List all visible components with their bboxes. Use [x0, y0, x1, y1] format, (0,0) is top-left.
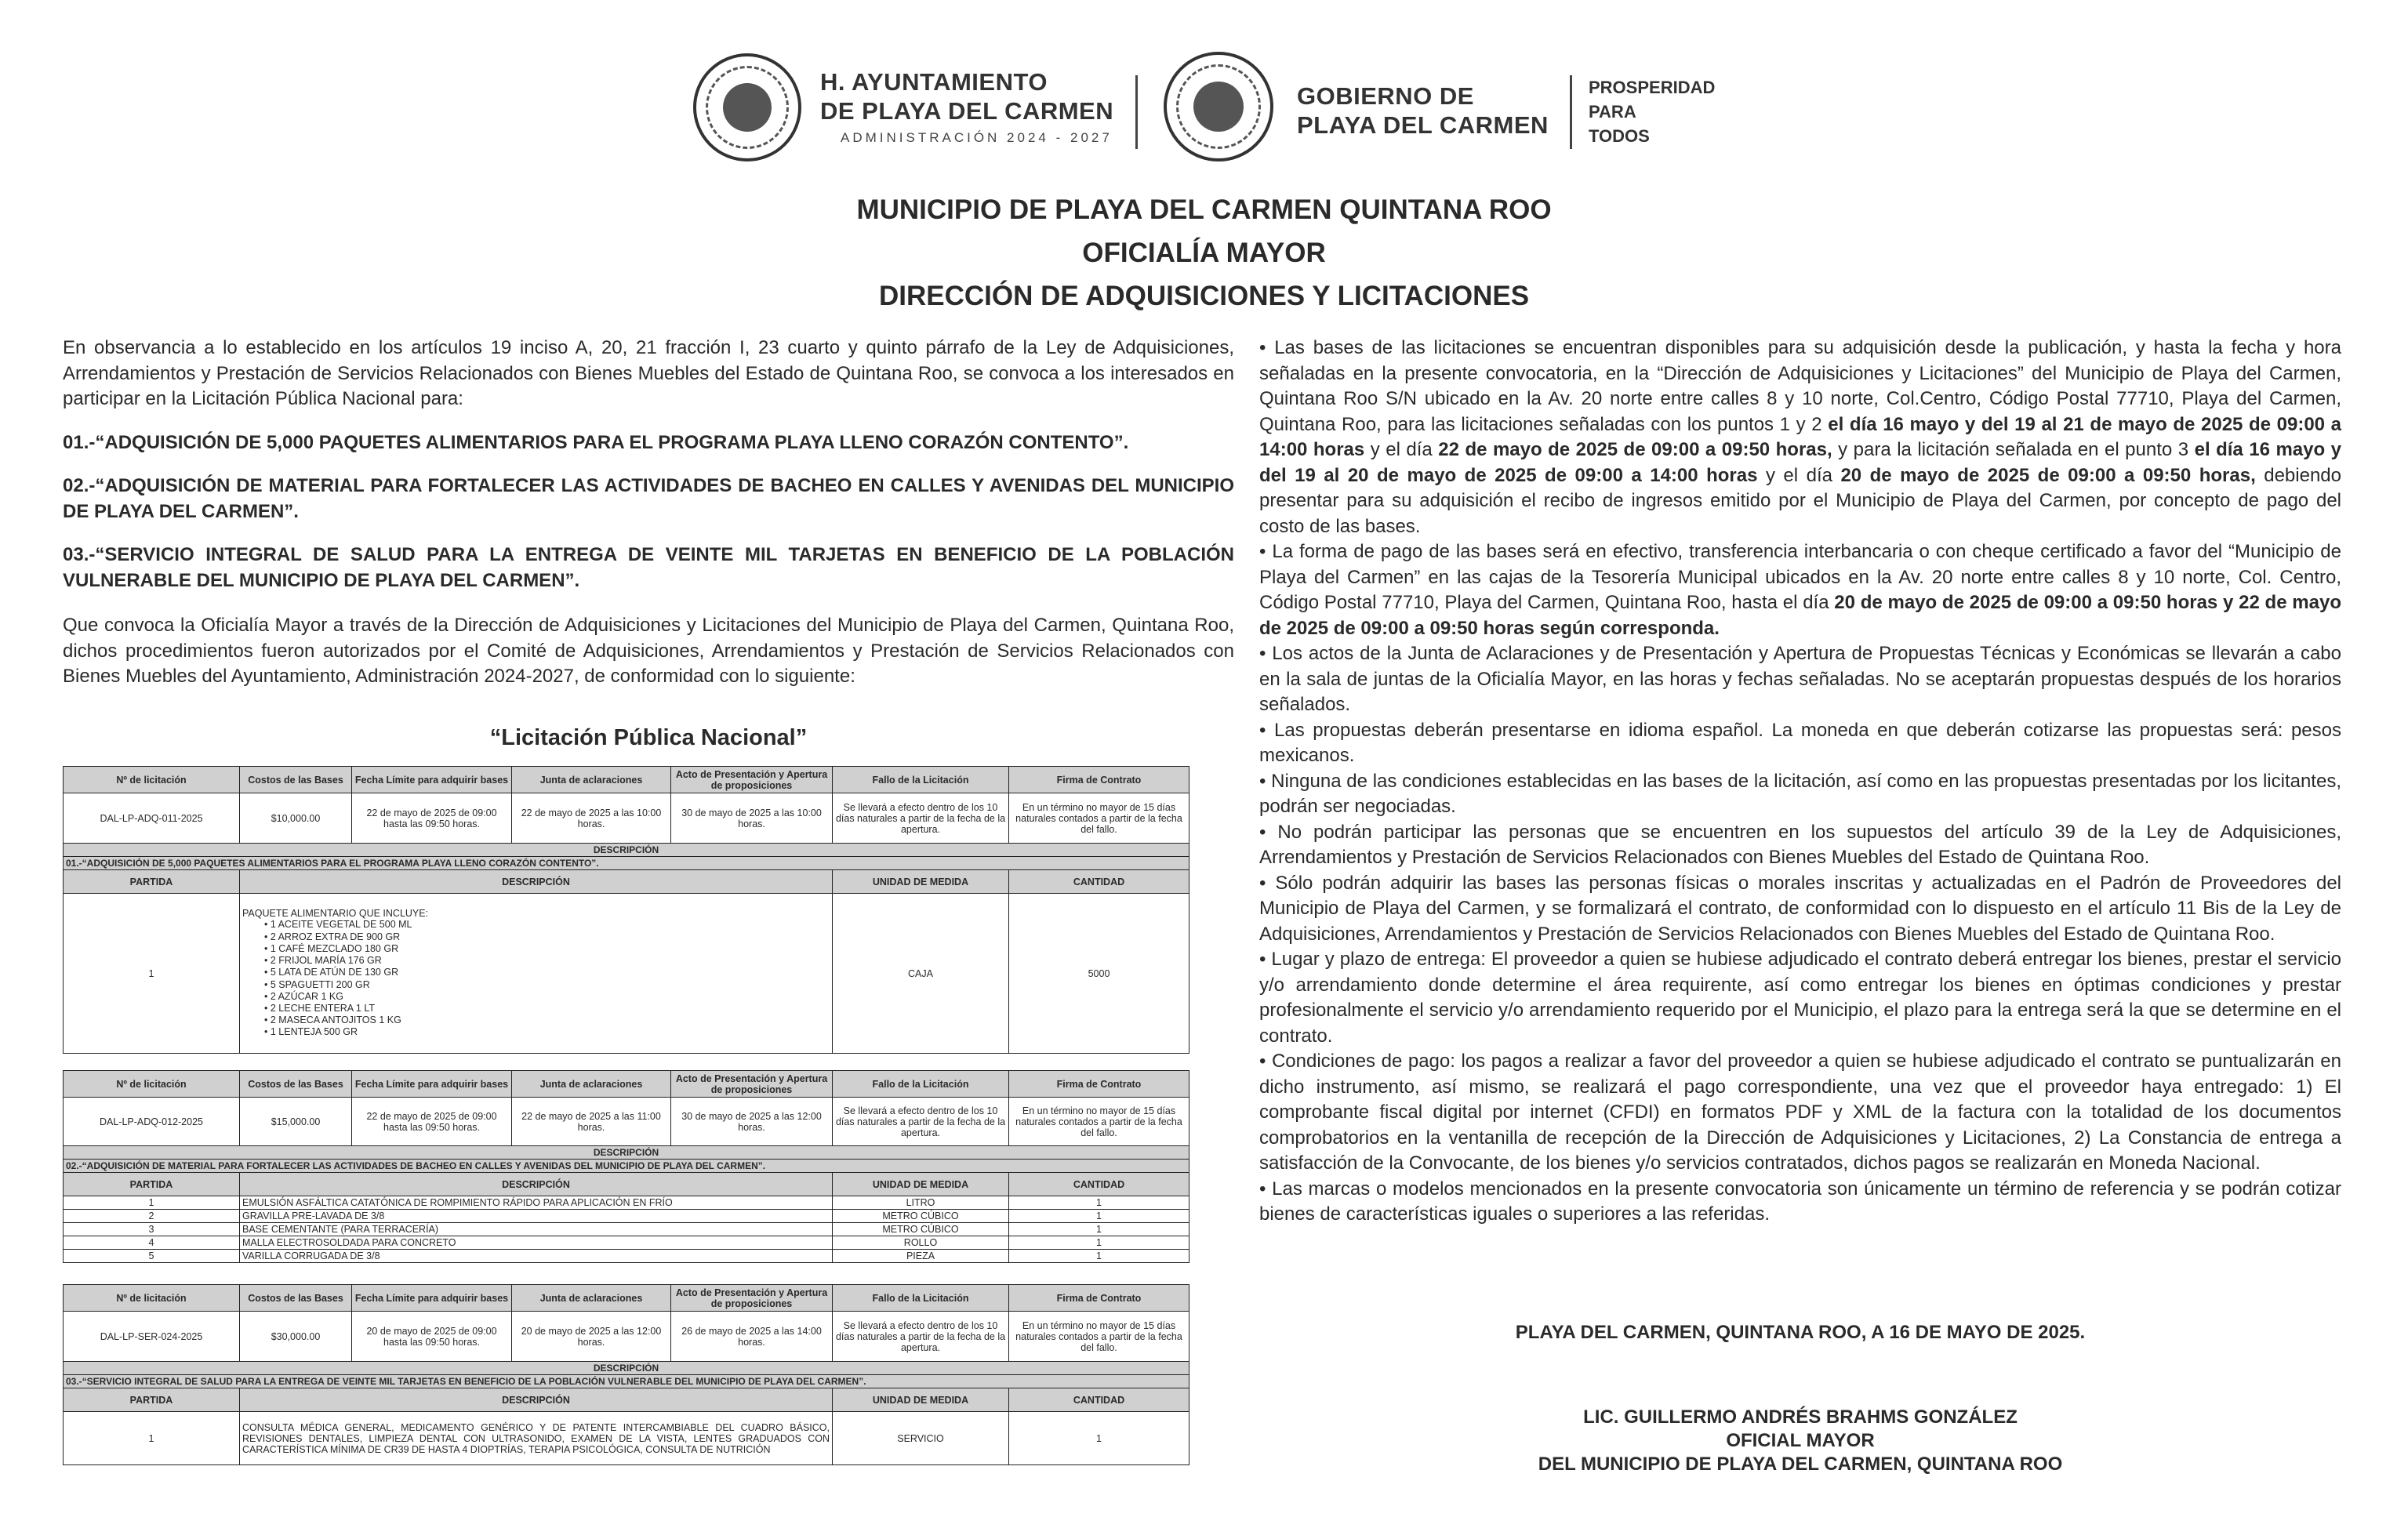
signer-dependency: DEL MUNICIPIO DE PLAYA DEL CARMEN, QUINTANA ROO: [1538, 1454, 2063, 1475]
bullet-bases: • Las bases de las licitaciones se encuentran disponibles para su adquisición desde la publicación, y hasta la fecha y hora señaladas en la presente convocatoria, en la “Dirección de Adquisiciones y Licitaciones” del Municipio de Playa del Carmen, Quintana Roo S/N ubicado en la Av. 20 norte entre calles 8 y 10 norte, Col.Centro, Código Postal 77710, Playa del Carmen, Quintana Roo, para las licitaciones señaladas con los puntos 1 y 2 el día 16 mayo y del 19 al 21 de mayo de 2025 de 09:00 a 14:00 horas y el día 22 de mayo de 2025 de 09:00 a 09:50 horas, y para la licitación señalada en el punto 3 el día 16 mayo y del 19 al 20 de mayo de 2025 de 09:00 a 14:00 horas y el día 20 de mayo de 2025 de 09:00 a 09:50 horas, debiendo presentar para su adquisición el recibo de ingresos emitido por el Municipio de Playa del Carmen, por concepto de pago del costo de las bases.: [1259, 337, 2342, 537]
ayuntamiento-name: H. AYUNTAMIENTO DE PLAYA DEL CARMEN: [820, 68, 1114, 125]
header-fecha: Fecha Límite para adquirir bases: [352, 767, 512, 793]
bullet-condiciones-pago: • Condiciones de pago: los pagos a realizar a favor del proveedor a quien se hubiese adjudicado el contrato se puntualizarán en dicho instrumento, así mismo, se realizará el pago correspondiente, una vez que el proveedor haya entregado: 1) El comprobante fiscal digital por internet (CFDI) en formatos PDF y XML de la factura con la totalidad de los documentos comprobatorios en la ventanilla de recepción de la Dirección de Adquisiciones y Licitaciones, 2) La Constancia de entrega a satisfacción de la Convocante, de los bienes y/o servicios contratados, dichos pagos se realizarán en Moneda Nacional.: [1259, 1051, 2341, 1174]
description-label: DESCRIPCIÓN: [64, 844, 1189, 857]
header-costo: Costos de las Bases: [240, 767, 352, 793]
ayuntamiento-seal-icon: [693, 53, 801, 162]
header-junta: Junta de aclaraciones: [512, 767, 671, 793]
header: [0, 45, 2408, 163]
document-titles: [0, 188, 2408, 318]
licitacion-table-3: Nº de licitación Costos de las Bases Fecha Límite para adquirir bases Junta de aclaraciones Acto de Presentación y Apertura de proposiciones Fallo de la Licitación Firma de Contrato DAL-LP-SER-024-2025 $30,000.00 20 de mayo de 2025 de 09:00 hasta las 09:50 horas. 20 de mayo de 2025 a las 12:00 horas. 26 de mayo de 2025 a las 14:00 horas. Se llevará a efecto dentro de los 10 días naturales a partir de la fecha de la apertura. En un término no mayor de 15 días naturales contados a partir de la fecha del fallo. DESCRIPCIÓN 03.-“SERVICIO INTEGRAL DE SALUD PARA LA ENTREGA DE VEINTE MIL TARJETAS EN BENEFICIO DE LA POBLACIÓN VULNERABLE DEL MUNICIPIO DE PLAYA DEL CARMEN”. PARTIDA DESCRIPCIÓN UNIDAD DE MEDIDA CANTIDAD 1 CONSULTA MÉDICA GENERAL, MEDICAMENTO GENÉRICO Y DE PATENTE INTERCAMBIABLE DEL CUADRO BÁSICO, REVISIONES DENTALES, LIMPIEZA DENTAL CON ULTRASONIDO, EXAMEN DE LA VISTA, LENTES GRADUADOS CON CARACTERÍSTICA MÍNIMA DE CR39 DE HASTA 4 DIOPTRÍAS, TERAPIA PSICOLÓGICA, CONSULTA DE NUTRICIÓN SERVICIO 1: [63, 1284, 1189, 1465]
licitacion-title: 01.-“ADQUISICIÓN DE 5,000 PAQUETES ALIMENTARIOS PARA EL PROGRAMA PLAYA LLENO CORAZÓN CONTENTO”.: [64, 857, 1189, 870]
convoca-paragraph: Que convoca la Oficialía Mayor a través de la Dirección de Adquisiciones y Licitaciones del Municipio de Playa del Carmen, Quintana Roo, dichos procedimientos fueron autorizados por el Comité de Adquisiciones, Arrendamientos y Prestación de Servicios Relacionados con Bienes Muebles del Ayuntamiento, Administración 2024-2027, de conformidad con lo siguiente:: [63, 615, 1234, 687]
bullet-padron: • Sólo podrán adquirir las bases las personas físicas o morales inscritas y actualizadas en el Padrón de Proveedores del Municipio de Playa del Carmen, y se formalizará el contrato, de conformidad con lo dispuesto en el artículo 11 Bis de la Ley de Adquisiciones, Arrendamientos y Prestación de Servicios Relacionados con Bienes Muebles del Estado de Quintana Roo.: [1259, 872, 2341, 945]
item-3: 03.-“SERVICIO INTEGRAL DE SALUD PARA LA ENTREGA DE VEINTE MIL TARJETAS EN BENEFICIO DE LA POBLACIÓN VULNERABLE DEL MUNICIPIO DE PLAYA DEL CARMEN”.: [63, 544, 1234, 591]
signer-title: OFICIAL MAYOR: [1726, 1430, 1875, 1451]
gobierno-name: GOBIERNO DE PLAYA DEL CARMEN: [1297, 82, 1549, 139]
signer-name: LIC. GUILLERMO ANDRÉS BRAHMS GONZÁLEZ: [1583, 1406, 2018, 1428]
header-fallo: Fallo de la Licitación: [833, 767, 1009, 793]
item-1: 01.-“ADQUISICIÓN DE 5,000 PAQUETES ALIMENTARIOS PARA EL PROGRAMA PLAYA LLENO CORAZÓN CONTENTO”.: [63, 431, 1129, 453]
table-row: DAL-LP-SER-024-2025 $30,000.00 20 de mayo de 2025 de 09:00 hasta las 09:50 horas. 20 de mayo de 2025 a las 12:00 horas. 26 de mayo de 2025 a las 14:00 horas. Se llevará a efecto dentro de los 10 días naturales a partir de la fecha de la apertura. En un término no mayor de 15 días naturales contados a partir de la fecha del fallo.: [64, 1312, 1189, 1362]
table-row: 4 MALLA ELECTROSOLDADA PARA CONCRETO ROLLO 1: [64, 1236, 1189, 1250]
place-date: PLAYA DEL CARMEN, QUINTANA ROO, A 16 DE MAYO DE 2025.: [1515, 1322, 2086, 1343]
table-row: 1 CONSULTA MÉDICA GENERAL, MEDICAMENTO GENÉRICO Y DE PATENTE INTERCAMBIABLE DEL CUADRO BÁSICO, REVISIONES DENTALES, LIMPIEZA DENTAL CON ULTRASONIDO, EXAMEN DE LA VISTA, LENTES GRADUADOS CON CARACTERÍSTICA MÍNIMA DE CR39 DE HASTA 4 DIOPTRÍAS, TERAPIA PSICOLÓGICA, CONSULTA DE NUTRICIÓN SERVICIO 1: [64, 1412, 1189, 1465]
paquete-items: • 1 ACEITE VEGETAL DE 500 ML • 2 ARROZ EXTRA DE 900 GR • 1 CAFÉ MEZCLADO 180 GR • 2 FRIJOL MARÍA 176 GR • 5 LATA DE ATÚN DE 130 GR • 5 SPAGUETTI 200 GR • 2 AZÚCAR 1 KG • 2 LECHE ENTERA 1 LT • 2 MASECA ANTOJITOS 1 KG • 1 LENTEJA 500 GR: [242, 919, 830, 1038]
signature-block: [1259, 1406, 2341, 1476]
bullet-actos: • Los actos de la Junta de Aclaraciones y de Presentación y Apertura de Propuestas Técnicas y Económicas se llevarán a cabo en la sala de juntas de la Oficialía Mayor, en las horas y fechas señaladas. No se aceptarán propuestas después de los horarios señalados.: [1259, 643, 2341, 715]
table-row: 5 VARILLA CORRUGADA DE 3/8 PIEZA 1: [64, 1250, 1189, 1263]
table-row: 1 PAQUETE ALIMENTARIO QUE INCLUYE: • 1 ACEITE VEGETAL DE 500 ML • 2 ARROZ EXTRA DE 900 GR • 1 CAFÉ MEZCLADO 180 GR • 2 FRIJOL MARÍA 176 GR • 5 LATA DE ATÚN DE 130 GR • 5 SPAGUETTI 200 GR • 2 AZÚCAR 1 KG • 2 LECHE ENTERA 1 LT • 2 MASECA ANTOJITOS 1 KG • 1 LENTEJA 500 GR CAJA 5000: [64, 894, 1189, 1054]
bullet-condiciones: • Ninguna de las condiciones establecidas en las bases de la licitación, así como en las propuestas presentadas por los licitantes, podrán ser negociadas.: [1259, 770, 2341, 817]
table-row: 3 BASE CEMENTANTE (PARA TERRACERÍA) METRO CÚBICO 1: [64, 1223, 1189, 1236]
licitacion-title: 02.-“ADQUISICIÓN DE MATERIAL PARA FORTALECER LAS ACTIVIDADES DE BACHEO EN CALLES Y AVENIDAS DEL MUNICIPIO DE PLAYA DEL CARMEN”.: [64, 1160, 1189, 1173]
table-row: 2 GRAVILLA PRE-LAVADA DE 3/8 METRO CÚBICO 1: [64, 1210, 1189, 1223]
intro-paragraph: En observancia a lo establecido en los artículos 19 inciso A, 20, 21 fracción I, 23 cuarto y quinto párrafo de la Ley de Adquisiciones, Arrendamientos y Prestación de Servicios Relacionados con Bienes Muebles del Estado de Quintana Roo, se convoca a los interesados en participar en la Licitación Pública Nacional para:: [63, 337, 1234, 409]
header-firma: Firma de Contrato: [1009, 767, 1189, 793]
bullet-marcas: • Las marcas o modelos mencionados en la presente convocatoria son únicamente un término de referencia y se podrán cotizar bienes de características iguales o superiores a las referidas.: [1259, 1178, 2341, 1225]
title-municipio: MUNICIPIO DE PLAYA DEL CARMEN QUINTANA ROO: [856, 194, 1552, 225]
item-2: 02.-“ADQUISICIÓN DE MATERIAL PARA FORTALECER LAS ACTIVIDADES DE BACHEO EN CALLES Y AVENIDAS DEL MUNICIPIO DE PLAYA DEL CARMEN”.: [63, 475, 1234, 522]
bullet-no-participar: • No podrán participar las personas que se encuentren en los supuestos del artículo 39 de la Ley de Adquisiciones, Arrendamientos y Prestación de Servicios Relacionados con Bienes Muebles del Estado de Quintana Roo.: [1259, 821, 2341, 868]
lema: PROSPERIDAD PARA TODOS: [1589, 78, 1716, 146]
gobierno-seal-icon: [1164, 52, 1273, 162]
title-direccion: DIRECCIÓN DE ADQUISICIONES Y LICITACIONES: [878, 281, 1530, 311]
bullet-entrega: • Lugar y plazo de entrega: El proveedor a quien se hubiese adjudicado el contrato deberá entregar los bienes, prestar el servicio y/o arrendamiento donde determine el área requirente, así como entregar los bienes en óptimas condiciones y prestar profesionalmente el servicio y/o arrendamiento requerido por el Municipio, el plazo para la entrega será la que se determine en el contrato.: [1259, 949, 2341, 1047]
header-acto: Acto de Presentación y Apertura de proposiciones: [671, 767, 833, 793]
bullet-pago-bases: • La forma de pago de las bases será en efectivo, transferencia interbancaria o con cheque certificado a favor del “Municipio de Playa del Carmen” en las cajas de la Tesorería Municipal ubicados en la Av. 20 norte entre calles 8 y 10 norte, Col. Centro, Código Postal 77710, Playa del Carmen, Quintana Roo, hasta el día 20 de mayo de 2025 de 09:00 a 09:50 horas y 22 de mayo de 2025 de 09:00 a 09:50 horas según corresponda.: [1259, 541, 2341, 639]
title-oficialia: OFICIALÍA MAYOR: [1082, 238, 1326, 268]
left-column: [63, 336, 1234, 690]
table-row: 1 EMULSIÓN ASFÁLTICA CATATÓNICA DE ROMPIMIENTO RÁPIDO PARA APLICACIÓN EN FRÍO LITRO 1: [64, 1196, 1189, 1210]
administracion-label: ADMINISTRACIÓN 2024 - 2027: [841, 130, 1113, 145]
header-divider: [1135, 75, 1138, 149]
table-row: DAL-LP-ADQ-011-2025 $10,000.00 22 de mayo de 2025 de 09:00 hasta las 09:50 horas. 22 de mayo de 2025 a las 10:00 horas. 30 de mayo de 2025 a las 10:00 horas. Se llevará a efecto dentro de los 10 días naturales a partir de la fecha de la apertura. En un término no mayor de 15 días naturales contados a partir de la fecha del fallo.: [64, 793, 1189, 844]
licitacion-title: 03.-“SERVICIO INTEGRAL DE SALUD PARA LA ENTREGA DE VEINTE MIL TARJETAS EN BENEFICIO DE LA POBLACIÓN VULNERABLE DEL MUNICIPIO DE PLAYA DEL CARMEN”.: [64, 1375, 1189, 1388]
table-row: DAL-LP-ADQ-012-2025 $15,000.00 22 de mayo de 2025 de 09:00 hasta las 09:50 horas. 22 de mayo de 2025 a las 11:00 horas. 30 de mayo de 2025 a las 12:00 horas. Se llevará a efecto dentro de los 10 días naturales a partir de la fecha de la apertura. En un término no mayor de 15 días naturales contados a partir de la fecha del fallo.: [64, 1098, 1189, 1146]
licitacion-table-2: Nº de licitación Costos de las Bases Fecha Límite para adquirir bases Junta de aclaraciones Acto de Presentación y Apertura de proposiciones Fallo de la Licitación Firma de Contrato DAL-LP-ADQ-012-2025 $15,000.00 22 de mayo de 2025 de 09:00 hasta las 09:50 horas. 22 de mayo de 2025 a las 11:00 horas. 30 de mayo de 2025 a las 12:00 horas. Se llevará a efecto dentro de los 10 días naturales a partir de la fecha de la apertura. En un término no mayor de 15 días naturales contados a partir de la fecha del fallo. DESCRIPCIÓN 02.-“ADQUISICIÓN DE MATERIAL PARA FORTALECER LAS ACTIVIDADES DE BACHEO EN CALLES Y AVENIDAS DEL MUNICIPIO DE PLAYA DEL CARMEN”. PARTIDA DESCRIPCIÓN UNIDAD DE MEDIDA CANTIDAD 1 EMULSIÓN ASFÁLTICA CATATÓNICA DE ROMPIMIENTO RÁPIDO PARA APLICACIÓN EN FRÍO LITRO 1 2 GRAVILLA PRE-LAVADA DE 3/8 METRO CÚBICO 1 3 BASE CEMENTANTE (PARA TERRACERÍA) METRO CÚBICO 1 4 MALLA ELECTROSOLDADA PARA CONCRETO ROLLO 1 5 VARILLA CORRUGADA DE 3/8 PIEZA 1: [63, 1070, 1189, 1263]
header-num: Nº de licitación: [64, 767, 240, 793]
right-column: [1259, 336, 2341, 1228]
table-title: “Licitación Pública Nacional”: [489, 725, 808, 750]
licitacion-table-1: Nº de licitación Costos de las Bases Fecha Límite para adquirir bases Junta de aclaraciones Acto de Presentación y Apertura de proposiciones Fallo de la Licitación Firma de Contrato DAL-LP-ADQ-011-2025 $10,000.00 22 de mayo de 2025 de 09:00 hasta las 09:50 horas. 22 de mayo de 2025 a las 10:00 horas. 30 de mayo de 2025 a las 10:00 horas. Se llevará a efecto dentro de los 10 días naturales a partir de la fecha de la apertura. En un término no mayor de 15 días naturales contados a partir de la fecha del fallo. DESCRIPCIÓN 01.-“ADQUISICIÓN DE 5,000 PAQUETES ALIMENTARIOS PARA EL PROGRAMA PLAYA LLENO CORAZÓN CONTENTO”. PARTIDA DESCRIPCIÓN UNIDAD DE MEDIDA CANTIDAD 1 PAQUETE ALIMENTARIO QUE INCLUYE: • 1 ACEITE VEGETAL DE 500 ML • 2 ARROZ EXTRA DE 900 GR • 1 CAFÉ MEZCLADO 180 GR • 2 FRIJOL MARÍA 176 GR • 5 LATA DE ATÚN DE 130 GR • 5 SPAGUETTI 200 GR • 2 AZÚCAR 1 KG • 2 LECHE ENTERA 1 LT • 2 MASECA ANTOJITOS 1 KG • 1 LENTEJA 500 GR CAJA 5000: [63, 766, 1189, 1054]
bullet-idioma: • Las propuestas deberán presentarse en idioma español. La moneda en que deberán cotizarse las propuestas será: pesos mexicanos.: [1259, 719, 2341, 766]
header-divider: [1570, 75, 1572, 149]
paquete-description: PAQUETE ALIMENTARIO QUE INCLUYE: • 1 ACEITE VEGETAL DE 500 ML • 2 ARROZ EXTRA DE 900 GR • 1 CAFÉ MEZCLADO 180 GR • 2 FRIJOL MARÍA 176 GR • 5 LATA DE ATÚN DE 130 GR • 5 SPAGUETTI 200 GR • 2 AZÚCAR 1 KG • 2 LECHE ENTERA 1 LT • 2 MASECA ANTOJITOS 1 KG • 1 LENTEJA 500 GR: [240, 894, 833, 1054]
